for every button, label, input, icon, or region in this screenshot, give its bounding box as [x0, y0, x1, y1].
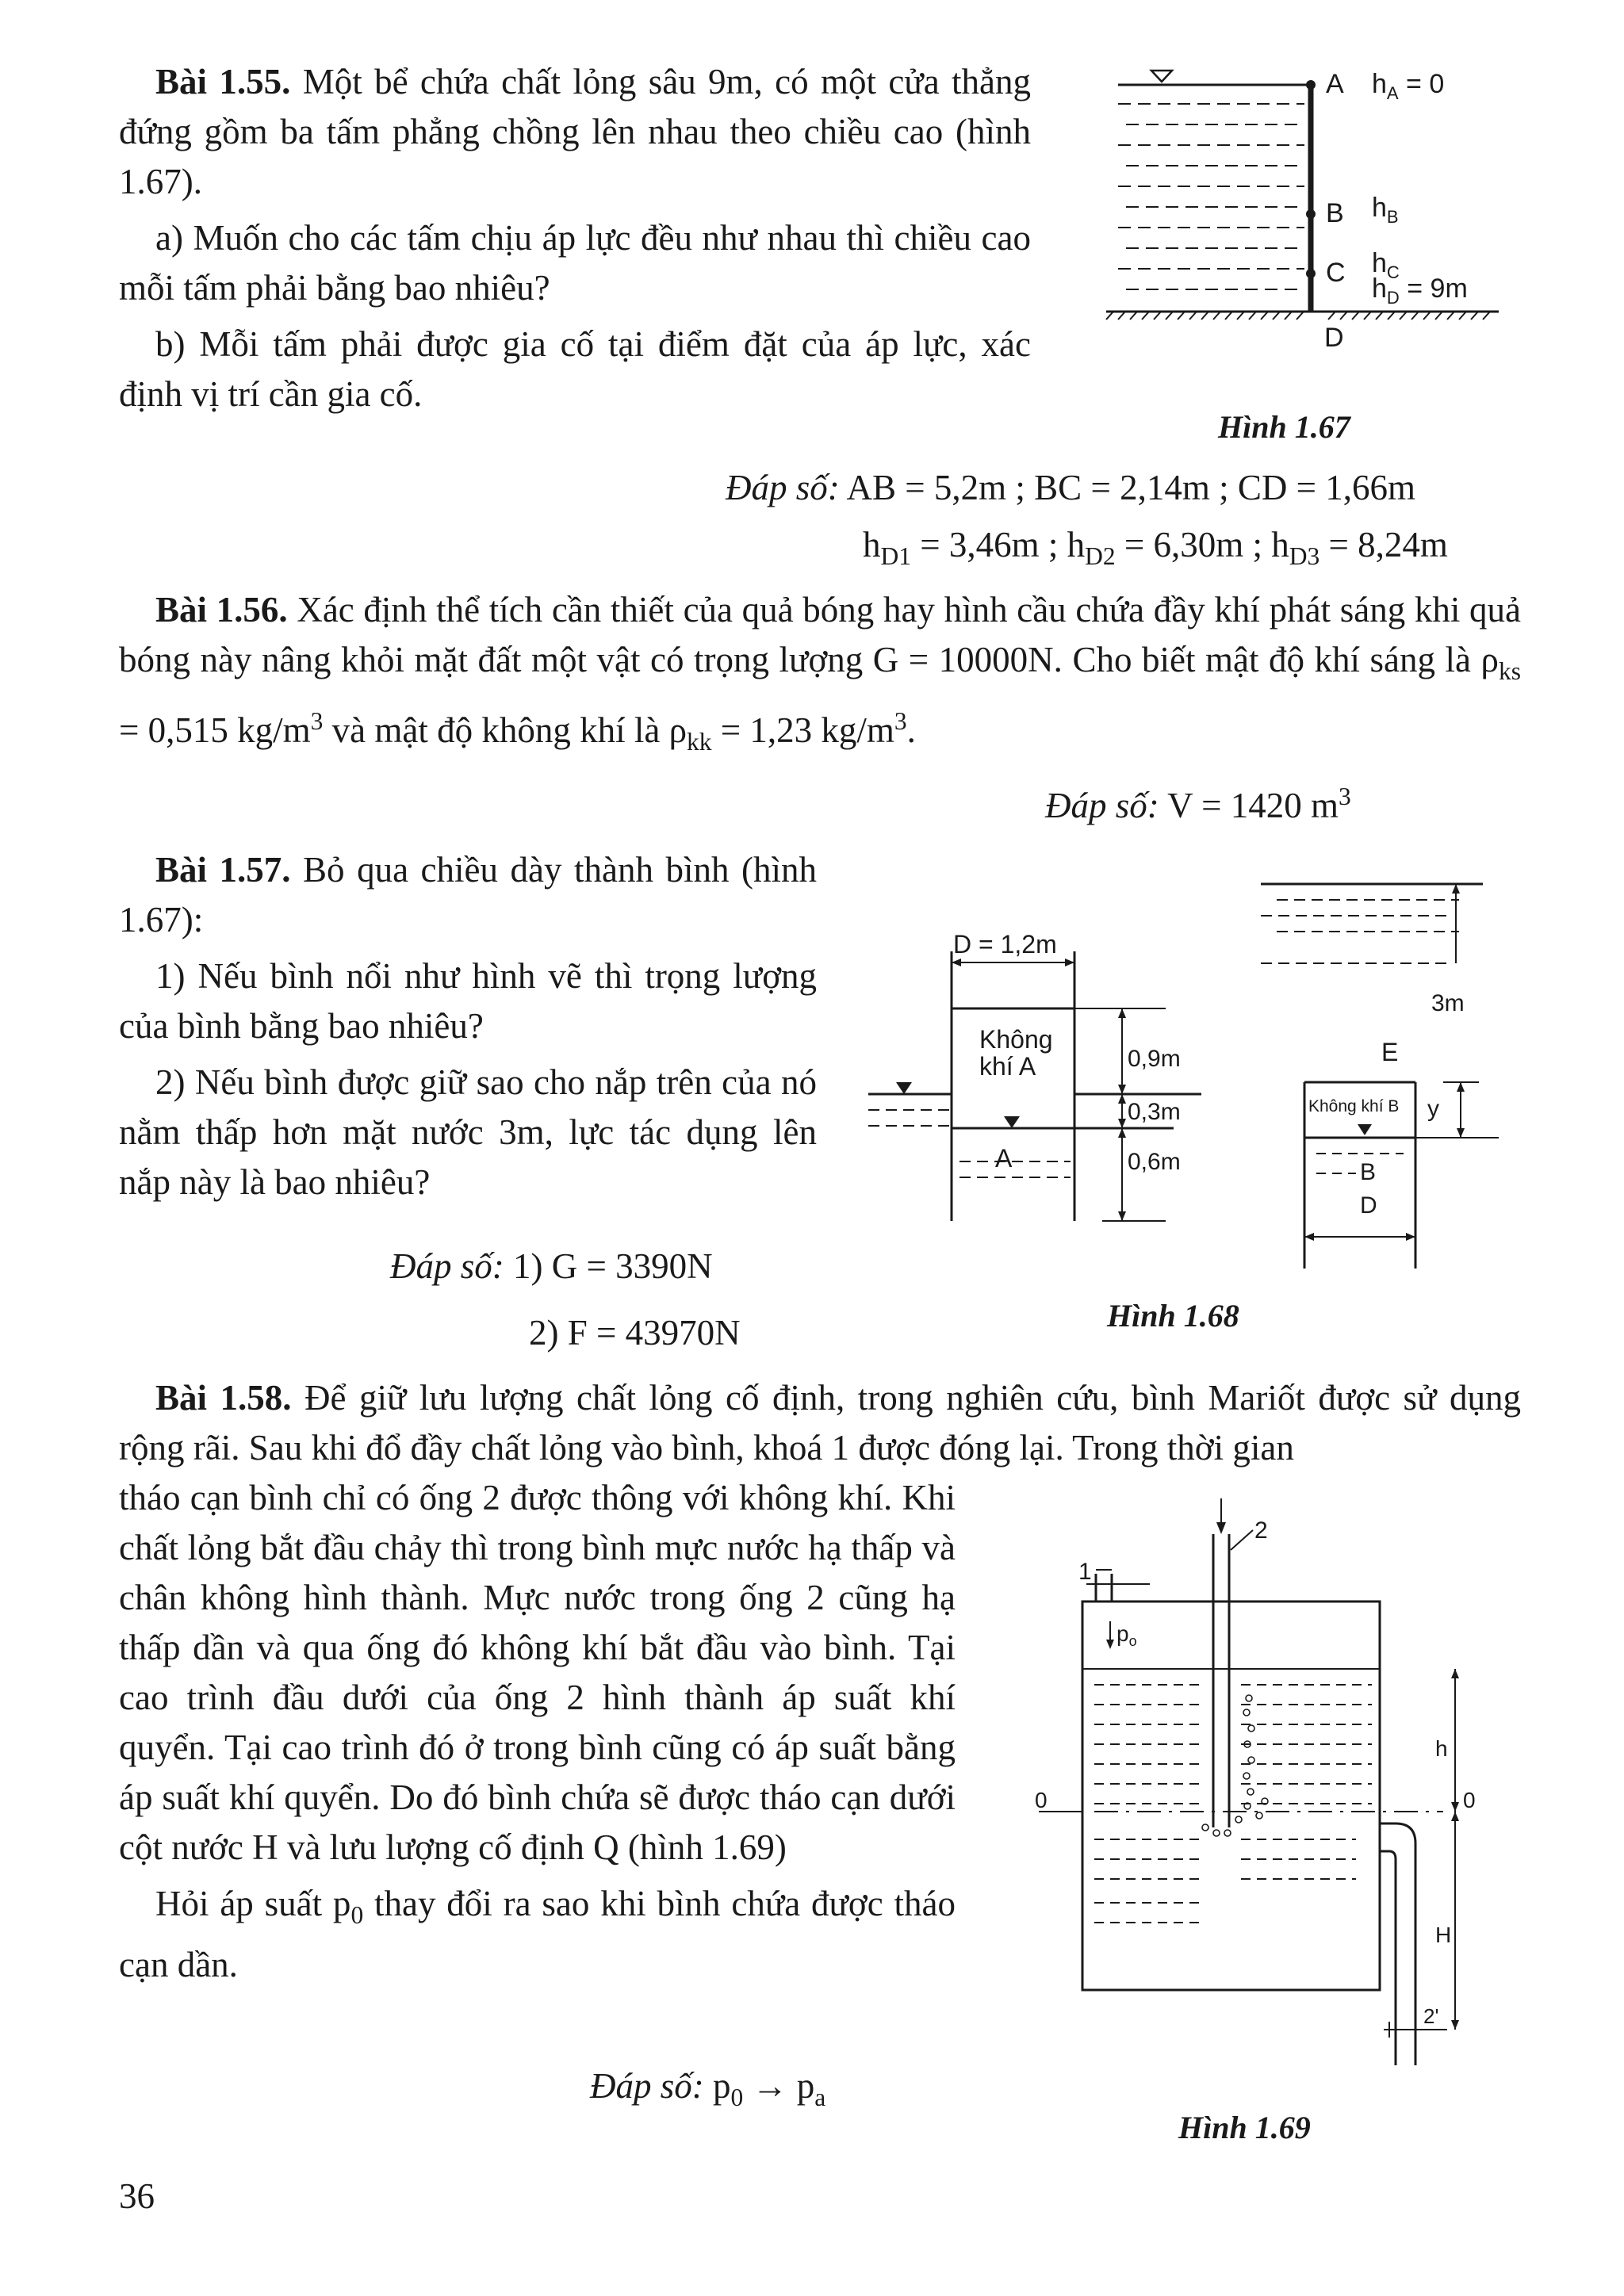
problem-1-56: Bài 1.56. Xác định thể tích cần thiết của quả bóng hay hình cầu chứa đầy khí phát sáng khi quả bóng này nâng khỏi mặt đất một vật có trọng lượng G = 10000N. Cho biết mật độ khí sáng là $\rho_{ks} = 0,515$ $kg/m^3$ và mật độ không khí là $\rho_{kk} = 1,23$ $kg/m^3$. — [119, 590, 1521, 756]
problem-1-58: Bài 1.58. Để giữ lưu lượng chất lỏng cố định, trong nghiên cứu, bình Mariốt được sử dụng rộng rãi. Sau khi đổ đầy chất lỏng vào bình, khoá 1 được đóng lại. Trong thời gian — [119, 1378, 1521, 1468]
page-number: 36 — [119, 2176, 155, 2216]
label-E: E — [1381, 1038, 1399, 1066]
answer-1-58: Đáp số: $p_0 \to p_a$ — [590, 2066, 826, 2111]
answer-label: Đáp số: — [590, 2066, 704, 2106]
label-0-9m: 0,9m — [1128, 1046, 1181, 1072]
problem-text: Một bể chứa chất lỏng sâu 9m, có một cửa thẳng đứng gồm ba tấm phẳng chồng lên nhau theo chiều cao (hình 1.67). — [119, 62, 1031, 201]
arrow-down-icon — [1216, 1522, 1226, 1534]
problem-label: Bài 1.56. — [155, 590, 288, 629]
label-H: H — [1435, 1923, 1452, 1947]
answer-label: Đáp số: — [726, 468, 840, 507]
problem-text: tháo cạn bình chỉ có ống 2 được thông với không khí. Khi chất lỏng bắt đầu chảy thì trong bình mực nước hạ thấp và chân không hình thành. Mực nước trong ống 2 cũng hạ thấp dần và qua ống đó không khí bắt đầu vào bình. Tại cao trình đầu dưới của ống 2 hình thành áp suất khí quyển. Tại cao trình đó ở trong bình cũng có áp suất bằng áp suất khí quyển. Do đó bình chứa sẽ được tháo cạn dưới cột nước H và lưu lượng cố định Q (hình 1.69) — [119, 1478, 956, 1867]
label-tube-2: 2 — [1254, 1517, 1268, 1544]
question-b: b) Mỗi tấm phải được gia cố tại điểm đặt của áp lực, xác định vị trí cần gia cố. — [119, 324, 1031, 414]
problem-label: Bài 1.58. — [155, 1378, 292, 1418]
label-hA: $h_A = 0$ — [1372, 69, 1445, 103]
problem-1-57: Bài 1.57. Bỏ qua chiều dày thành bình (hình 1.67): 1) Nếu bình nổi như hình vẽ thì trọng lượng của bình bằng bao nhiêu? 2) Nếu bình được giữ sao cho nắp trên của nó nằm thấp hơn mặt nước 3m, lực tác dụng lên nắp này là bao nhiêu? — [119, 845, 817, 1207]
answer-label: Đáp số: — [1045, 786, 1159, 825]
label-0-right: 0 — [1463, 1788, 1476, 1812]
problem-label: Bài 1.55. — [155, 62, 291, 101]
label-C: C — [1326, 258, 1346, 288]
label-hB: $h_B$ — [1372, 193, 1399, 227]
label-2-prime: 2' — [1423, 2004, 1439, 2028]
problem-label: Bài 1.57. — [155, 850, 291, 890]
problem-1-58-cont — [119, 1473, 956, 1990]
answer-label: Đáp số: — [390, 1246, 504, 1286]
label-h: h — [1435, 1736, 1448, 1761]
question-1: 1) Nếu bình nổi như hình vẽ thì trọng lượng của bình bằng bao nhiêu? — [119, 956, 817, 1046]
label-A: A — [995, 1144, 1013, 1173]
caption-figure-1-69: Hình 1.69 — [1178, 2110, 1311, 2145]
label-y: y — [1427, 1096, 1439, 1122]
label-D: D — [1324, 323, 1344, 353]
label-0-6m: 0,6m — [1128, 1149, 1181, 1175]
answer-1-55-line2: $h_{D1} = 3,46m$ ; $h_{D2} = 6,30m$ ; $h_{D3} = 8,24m$ — [863, 525, 1448, 570]
label-A: A — [1326, 69, 1344, 99]
water-level-marker-icon — [896, 1082, 912, 1094]
label-p0: $p_o$ — [1116, 1621, 1137, 1649]
figure-1-69 — [1023, 1490, 1507, 2085]
answer-1-57-line2: 2) F = 43970N — [529, 1313, 741, 1353]
label-B: B — [1326, 198, 1344, 228]
answer-text: AB = 5,2m ; BC = 2,14m ; CD = 1,66m — [839, 468, 1415, 507]
label-hC: $h_C$ — [1372, 248, 1400, 282]
label-B: B — [1360, 1159, 1377, 1185]
label-0-3m: 0,3m — [1128, 1099, 1181, 1125]
figure-1-67 — [1102, 59, 1515, 377]
water-level-marker-icon — [1004, 1116, 1020, 1128]
figure-1-68 — [848, 864, 1515, 1292]
water-level-marker-icon — [1151, 71, 1172, 82]
question-2: 2) Nếu bình được giữ sao cho nắp trên của nó nằm thấp hơn mặt nước 3m, lực tác dụng lên nắp này là bao nhiêu? — [119, 1062, 817, 1202]
answer-1-57-line1: Đáp số: 1) G = 3390N — [390, 1246, 713, 1286]
label-air-b: Không khí B — [1308, 1097, 1400, 1115]
answer-1-56: Đáp số: V = 1420 $m^3$ — [1045, 783, 1351, 825]
water-level-marker-icon — [1358, 1124, 1372, 1135]
question-a: a) Muốn cho các tấm chịu áp lực đều như nhau thì chiều cao mỗi tấm phải bằng bao nhiêu? — [119, 218, 1031, 308]
caption-figure-1-67: Hình 1.67 — [1218, 409, 1350, 445]
label-hD: $h_D = 9m$ — [1372, 274, 1468, 308]
label-3m: 3m — [1431, 990, 1465, 1016]
label-air-a-1: Không — [979, 1025, 1053, 1054]
caption-figure-1-68: Hình 1.68 — [1107, 1298, 1239, 1334]
label-diameter: D = 1,2m — [953, 930, 1057, 959]
label-D: D — [1360, 1192, 1377, 1219]
answer-1-55-line1 — [726, 460, 1415, 515]
label-air-a-2: khí A — [979, 1052, 1036, 1081]
label-0-left: 0 — [1035, 1788, 1048, 1812]
question: Hỏi áp suất $p_0$ thay đổi ra sao khi bình chứa được tháo cạn dần. — [119, 1884, 956, 1984]
label-valve-1: 1 — [1078, 1559, 1092, 1585]
problem-1-55 — [119, 57, 1031, 419]
